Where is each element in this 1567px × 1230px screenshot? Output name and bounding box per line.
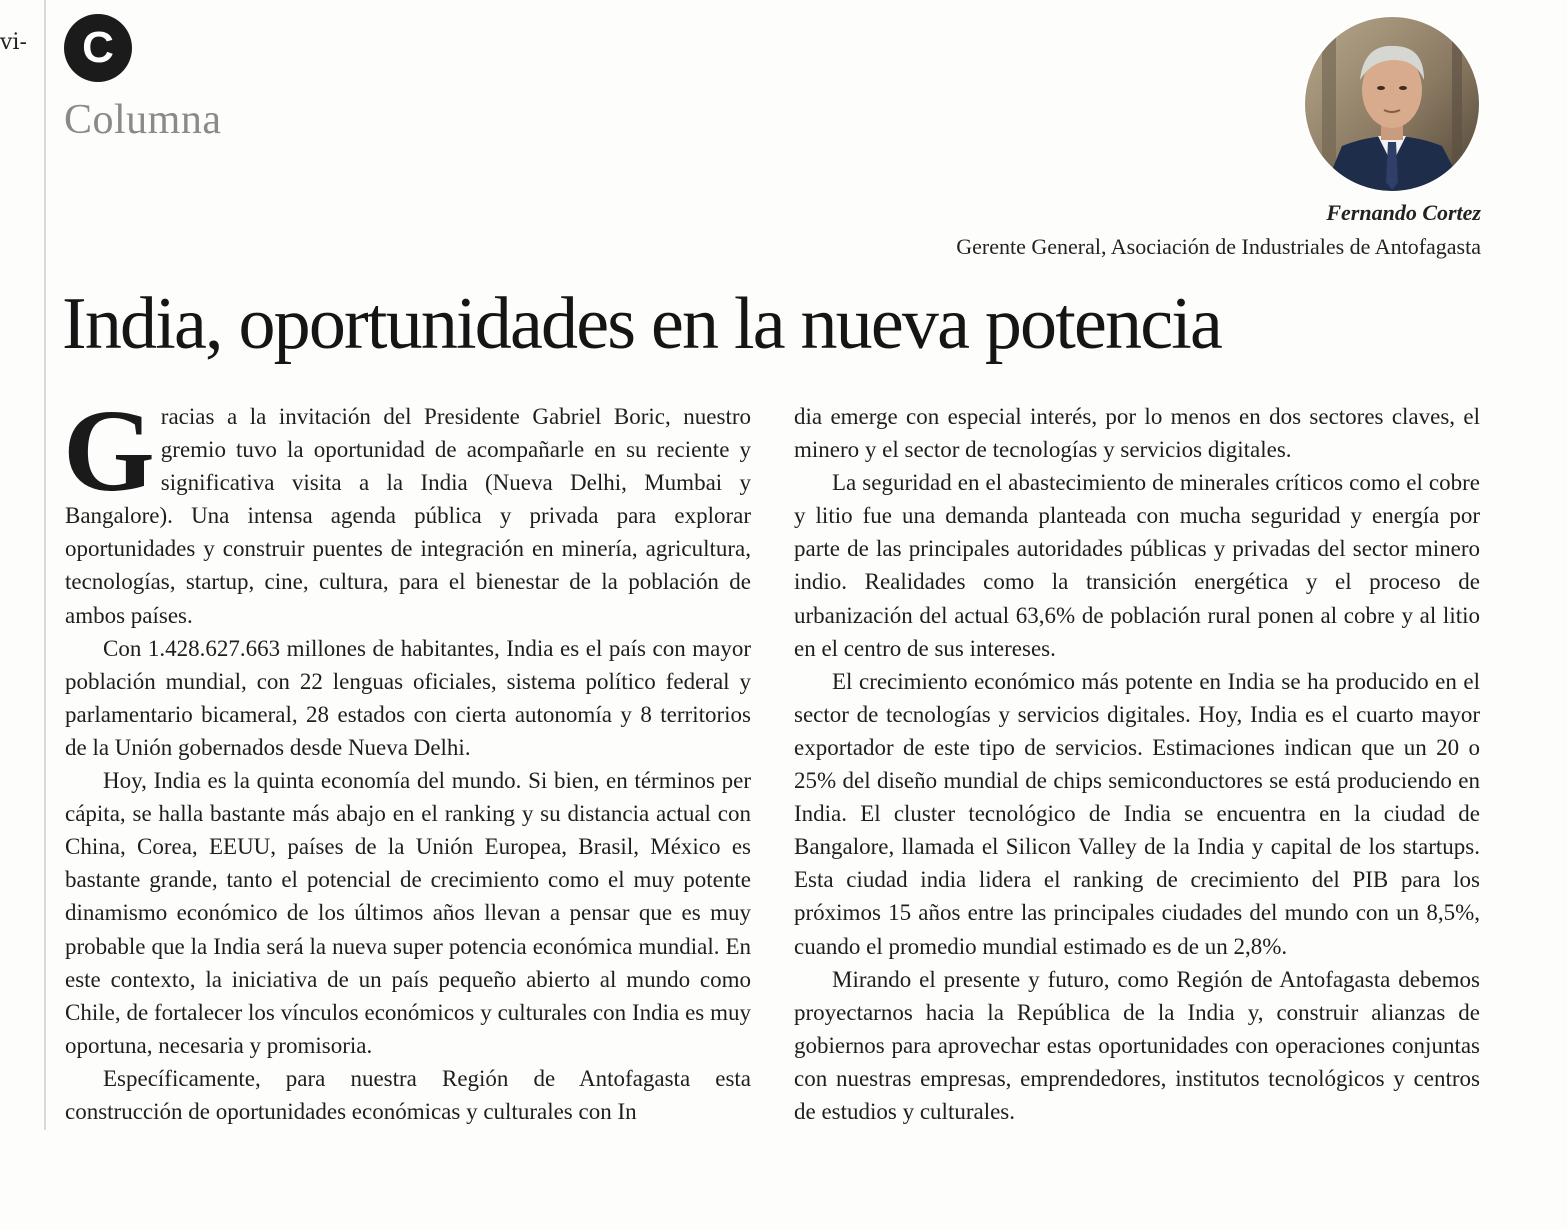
column-c-icon [64,14,132,82]
paragraph: Mirando el presente y futuro, como Región de Antofagasta debemos proyectarnos hacia la República de la India y, construir alianzas de gobiernos para aprovechar estas oportunidades con operaciones conjuntas con nuestras empresas, emprendedores, institutos tecnológicos y centros de estudios y culturales. [794,966,1480,1124]
paragraph: La seguridad en el abastecimiento de minerales críticos como el cobre y litio fue una demanda planteada con mucha seguridad y energía por parte de las principales autoridades públicas y privadas del sector minero indio. Realidades como la transición energética y el proceso de urbanización del actual 63,6% de población rural ponen al cobre y al litio en el centro de sus intereses. [794,470,1480,661]
article-column-right [794,400,1480,1128]
column-divider [44,0,46,1130]
paragraph: Con 1.428.627.663 millones de habitantes, India es el país con mayor población mundial, con 22 lenguas oficiales, sistema político federal y parlamentario bicameral, 28 estados con cierta autonomía y 8 territorios de la Unión gobernados desde Nueva Delhi. [65,635,751,760]
author-portrait [1302,14,1482,194]
paragraph: El crecimiento económico más potente en India se ha producido en el sector de tecnologías y servicios digitales. Hoy, India es el cuarto mayor exportador de este tipo de servicios. Estimaciones indican que un 20 o 25% del diseño mundial de chips semiconductores se está produciendo en India. El cluster tecnológico de India se encuentra en la ciudad de Bangalore, llamada el Silicon Valley de la India y capital de los startups. Esta ciudad india lidera el ranking de crecimiento del PIB para los próximos 15 años entre las principales ciudades del mundo con un 8,5%, cuando el promedio mundial estimado es de un 2,8%. [794,668,1480,959]
author-role: Gerente General, Asociación de Industriales de Antofagasta [956,234,1481,259]
article-headline: India, oportunidades en la nueva potencia [62,283,1222,365]
section-label: Columna [64,97,222,143]
paragraph: Hoy, India es la quinta economía del mundo. Si bien, en términos per cápita, se halla bastante más abajo en el ranking y su distancia actual con China, Corea, EEUU, países de la Unión Europea, Brasil, México es bastante grande, tanto el potencial de crecimiento como el muy potente dinamismo económico de los últimos años llevan a pensar que es muy probable que la India será la nueva super potencia económica mundial. En este contexto, la iniciativa de un país pequeño abierto al mundo como Chile, de fortalecer los vínculos económicos y culturales con India es muy oportuna, necesaria y promisoria. [65,768,751,1058]
author-name: Fernando Cortez [1326,200,1481,225]
previous-column-fragment: vi- [0,30,27,55]
paragraph: Específicamente, para nuestra Región de Antofagasta esta construcción de oportunidades económicas y culturales con In [65,1065,751,1124]
badge-letter: C [82,23,114,72]
paragraph: dia emerge con especial interés, por lo menos en dos sectores claves, el minero y el sector de tecnologías y servicios digitales. [794,404,1480,463]
article-column-left [63,385,751,1128]
paragraph: Gracias a la invitación del Presidente Gabriel Boric, nuestro gremio tuvo la oportunidad de acompañarle en su reciente y significativa visita a la India (Nueva Delhi, Mumbai y Bangalore). Una intensa agenda pública y privada para explorar oportunidades y construir puentes de integración en minería, agricultura, tecnologías, startup, cine, cultura, para el bienestar de la población de ambos países. [63,385,751,628]
